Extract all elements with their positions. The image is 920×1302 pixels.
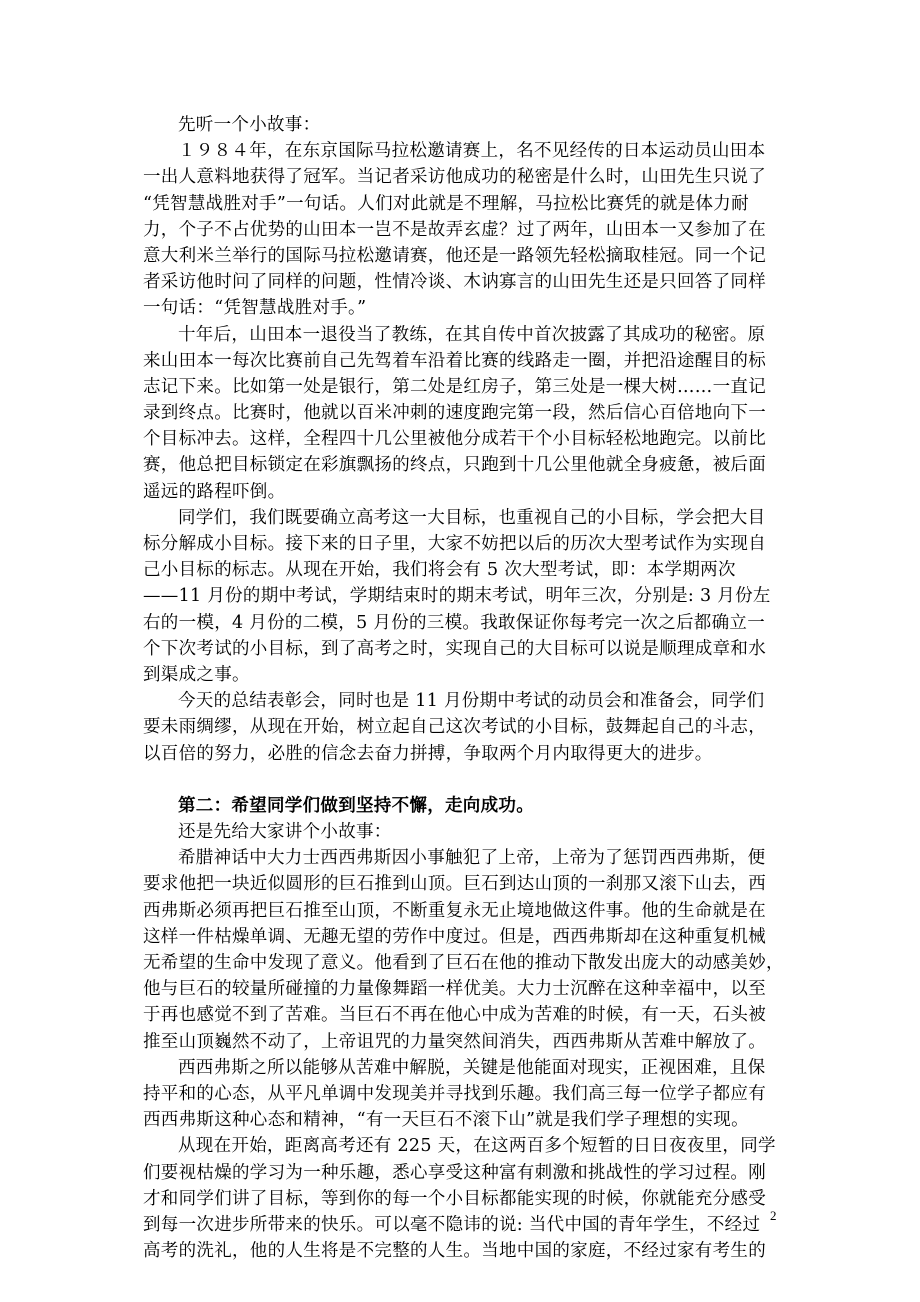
text-line: 以百倍的努力，必胜的信念去奋力拼搏，争取两个月内取得更大的进步。 bbox=[143, 743, 713, 764]
text-line: ——11 月份的期中考试，学期结束时的期末考试，明年三次，分别是: 3 月份左 bbox=[143, 586, 771, 607]
text-line: 要求他把一块近似圆形的巨石推到山顶。巨石到达山顶的一刹那又滚下山去，西 bbox=[143, 874, 766, 895]
text-line: 右的一模，4 月份的二模，5 月份的三模。我敢保证你每考完一次之后都确立一 bbox=[143, 612, 765, 633]
text-line: 标分解成小目标。接下来的日子里，大家不妨把以后的历次大型考试作为实现自 bbox=[143, 534, 766, 554]
paragraph-spacer bbox=[143, 767, 783, 793]
text-line: 才和同学们讲了目标，等到你的每一个小目标都能实现的时候，你就能充分感受 bbox=[143, 1188, 766, 1209]
text-line: 到渠成之事。 bbox=[143, 664, 250, 685]
text-line: 他与巨石的较量所碰撞的力量像舞蹈一样优美。大力士沉醉在这种幸福中，以至 bbox=[143, 979, 766, 1000]
text-line: 西弗斯必须再把巨石推至山顶，不断重复永无止境地做这件事。他的生命就是在 bbox=[143, 900, 766, 921]
text-line: 推至山顶巍然不动了，上帝诅咒的力量突然间消失，西西弗斯从苦难中解放了。 bbox=[143, 1031, 766, 1052]
text-line: 高考的洗礼，他的人生将是不完整的人生。当地中国的家庭，不经过家有考生的 bbox=[143, 1241, 766, 1262]
text-line: 录到终点。比赛时，他就以百米冲刺的速度跑完第一段，然后信心百倍地向下一 bbox=[143, 403, 766, 424]
text-line: 一出人意料地获得了冠军。当记者采访他成功的秘密是什么时，山田先生只说了 bbox=[143, 167, 766, 188]
text-line: 志记下来。比如第一处是银行，第二处是红房子，第三处是一棵大树……一直记 bbox=[143, 376, 766, 397]
text-line: 己小目标的标志。从现在开始，我们将会有 5 次大型考试，即：本学期两次 bbox=[143, 560, 736, 581]
text-line: 还是先给大家讲个小故事： bbox=[178, 822, 392, 843]
document-body bbox=[143, 112, 783, 1264]
text-line: 无希望的生命中发现了意义。他看到了巨石在他的推动下散发出庞大的动感美妙， bbox=[143, 953, 784, 973]
text-line: 一句话：“凭智慧战胜对手。” bbox=[143, 298, 367, 319]
text-line: 西西弗斯之所以能够从苦难中解脱，关键是他能面对现实，正视困难，且保 bbox=[178, 1057, 766, 1078]
text-line: １９８４年，在东京国际马拉松邀请赛上，名不见经传的日本运动员山田本 bbox=[178, 141, 766, 162]
text-line: 希腊神话中大力士西西弗斯因小事触犯了上帝，上帝为了惩罚西西弗斯，便 bbox=[178, 848, 766, 869]
text-line: 今天的总结表彰会，同时也是 11 月份期中考试的动员会和准备会，同学们 bbox=[178, 691, 765, 712]
text-line: 十年后，山田本一退役当了教练，在其自传中首次披露了其成功的秘密。原 bbox=[178, 324, 766, 345]
text-line: 西西弗斯这种心态和精神，“有一天巨石不滚下山”就是我们学子理想的实现。 bbox=[143, 1110, 749, 1131]
page-number: 2 bbox=[770, 1208, 777, 1223]
text-line: 意大利米兰举行的国际马拉松邀请赛，他还是一路领先轻松摘取桂冠。同一个记 bbox=[143, 245, 766, 266]
text-line: 持平和的心态，从平凡单调中发现美并寻找到乐趣。我们高三每一位学子都应有 bbox=[143, 1083, 766, 1104]
text-line: 这样一件枯燥单调、无趣无望的劳作中度过。但是，西西弗斯却在这种重复机械 bbox=[143, 926, 766, 947]
text-line: 同学们，我们既要确立高考这一大目标，也重视自己的小目标，学会把大目 bbox=[178, 507, 766, 528]
text-line: 遥远的路程吓倒。 bbox=[143, 481, 286, 502]
text-line: 于再也感觉不到了苦难。当巨石不再在他心中成为苦难的时候，有一天，石头被 bbox=[143, 1005, 766, 1026]
text-line: 从现在开始，距离高考还有 225 天，在这两百多个短暂的日日夜夜里，同学 bbox=[178, 1136, 776, 1157]
text-line: “凭智慧战胜对手”一句话。人们对此就是不理解，马拉松比赛凭的就是体力耐 bbox=[143, 193, 749, 214]
text-line: 先听一个小故事： bbox=[178, 115, 321, 135]
text-line: 个目标冲去。这样，全程四十几公里被他分成若干个小目标轻松地跑完。以前比 bbox=[143, 429, 766, 450]
text-line: 个下次考试的小目标，到了高考之时，实现自己的大目标可以说是顺理成章和水 bbox=[143, 638, 766, 659]
text-line: 者采访他时问了同样的问题，性情冷谈、木讷寡言的山田先生还是只回答了同样 bbox=[143, 272, 766, 293]
text-line: 力，个子不占优势的山田本一岂不是故弄玄虚？过了两年，山田本一又参加了在 bbox=[143, 219, 766, 240]
text-line: 来山田本一每次比赛前自己先驾着车沿着比赛的线路走一圈，并把沿途醒目的标 bbox=[143, 350, 766, 371]
text-line: 赛，他总把目标锁定在彩旗飘扬的终点，只跑到十几公里他就全身疲惫，被后面 bbox=[143, 455, 766, 476]
text-line: 到每一次进步所带来的快乐。可以毫不隐讳的说: 当代中国的青年学生，不经过 bbox=[143, 1214, 761, 1235]
text-line: 们要视枯燥的学习为一种乐趣，悉心享受这种富有刺激和挑战性的学习过程。刚 bbox=[143, 1162, 766, 1183]
text-line: 要未雨绸缪，从现在开始，树立起自己这次考试的小目标，鼓舞起自己的斗志， bbox=[143, 717, 766, 738]
section-heading: 第二：希望同学们做到坚持不懈，走向成功。 bbox=[178, 795, 534, 816]
